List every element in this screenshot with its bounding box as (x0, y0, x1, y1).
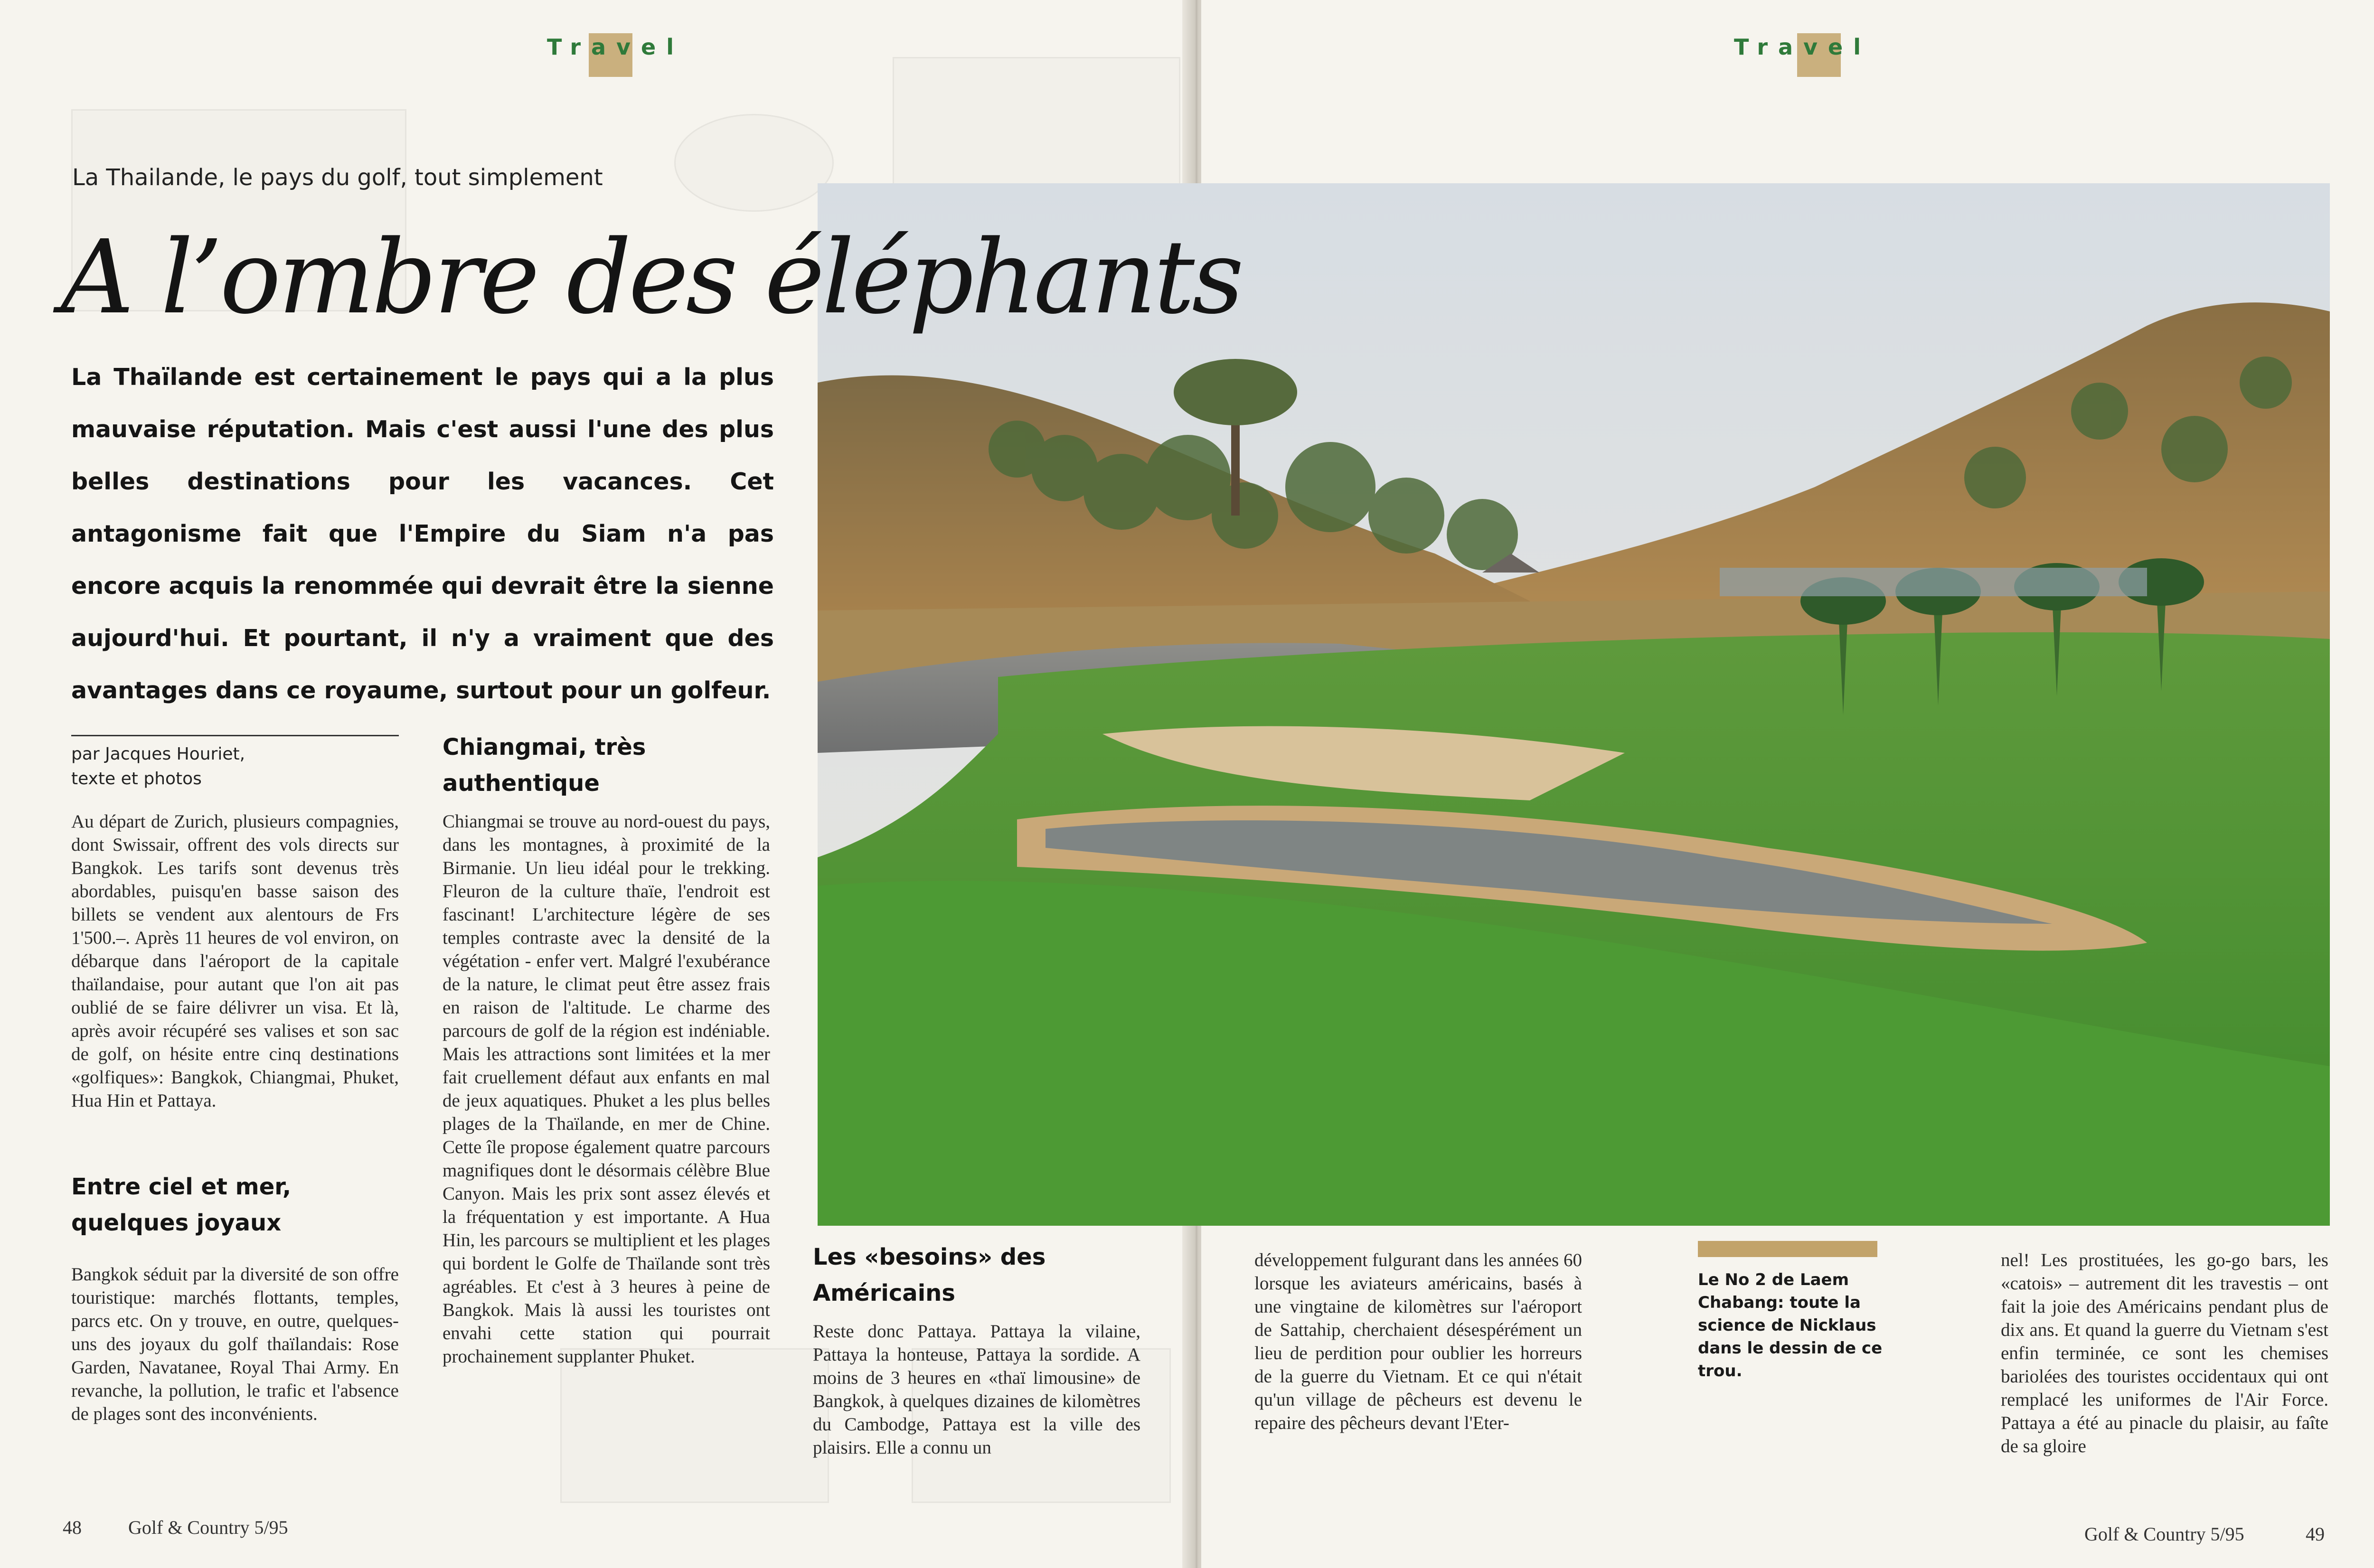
byline (71, 735, 399, 791)
column-3: Reste donc Pattaya. Pattaya la vilaine, Pattaya la honteuse, Pattaya la sordide. A moins de 3 heures en «thaï limousine» de Bangkok, à quelques dizaines de kilomètres du Cambodge, Pattaya est la ville des plaisirs. Elle a connu un (813, 1321, 1140, 1458)
column-1-paragraph-2: Bangkok séduit par la diversité de son offre touristique: marchés flottants, temples, parcs etc. On y trouve, en outre, quelques-uns des joyaux du golf thaïlandais: Rose Garden, Navatanee, Royal Thai Army. En revanche, la pollution, le trafic et l'absence de plages sont des inconvénients. (71, 1264, 399, 1424)
byline-author: par Jacques Houriet, (71, 744, 245, 764)
show-through-box-1 (560, 1348, 829, 1503)
left-folio: Golf & Country 5/95 (128, 1517, 288, 1538)
golf-course-photo (818, 183, 2330, 1226)
subhead-besoins: Les «besoins» des Américains (813, 1244, 1046, 1306)
caption-accent-bar (1698, 1241, 1877, 1257)
right-page-number: 49 (2306, 1523, 2325, 1545)
right-folio: Golf & Country 5/95 (2084, 1523, 2244, 1545)
photo-caption: Le No 2 de Laem Chabang: toute la science de Nicklaus dans le dessin de ce trou. (1698, 1270, 1883, 1380)
golf-course-illustration (818, 183, 2330, 1226)
subhead-entre-ciel: Entre ciel et mer, quelques joyaux (71, 1174, 292, 1236)
article-title: A l’ombre des éléphants (61, 218, 1242, 337)
article-lede: La Thaïlande est certainement le pays qui a la plus mauvaise réputation. Mais c'est aussi l'une des plus belles destinations pour les vacances. Cet antagonisme fait que l'Empire du Siam n'a pas encore acquis la renommée qui devrait être la sienne aujourd'hui. Et pourtant, il n'y a vraiment que des avantages dans ce royaume, surtout pour un golfeur. (71, 364, 774, 704)
column-4: développement fulgurant dans les années 60 lorsque les aviateurs américains, basés à une vingtaine de kilomètres sur l'aéroport de Sattahip, cherchaient désespérément un lieu de perdition pour oublier les horreurs de la guerre du Vietnam. Et ce qui n'était qu'un village de pêcheurs est devenu le repaire des pêcheurs devant l'Eter- (1254, 1250, 1582, 1433)
left-page-number: 48 (63, 1517, 82, 1538)
column-1-paragraph-1: Au départ de Zurich, plusieurs compagnies, dont Swissair, offrent des vols directs sur Bangkok. Les tarifs sont devenus très abordables, puisqu'en basse saison des billets se vendent aux alentours de Frs 1'500.–. Après 11 heures de vol environ, on débarque dans l'aéroport de la capitale thaïlandaise, pour autant que l'on ait pas oublié de se faire délivrer un visa. Et là, après avoir récupéré ses valises et son sac de golf, on hésite entre cinq destinations «golfiques»: Bangkok, Chiangmai, Phuket, Hua Hin et Pattaya. (71, 811, 399, 1111)
column-2: Chiangmai se trouve au nord-ouest du pays, dans les montagnes, à proximité de la Birmanie. Un lieu idéal pour le trekking. Fleuron de la culture thaïe, l'endroit est fascinant! L'architecture légère de ses temples contraste avec la densité de la végétation - enfer vert. Malgré l'exubérance de la nature, le climat peut être assez frais en raison de l'altitude. Le charme des parcours de golf de la région est indéniable. Mais les attractions sont limitées et la mer fait cruellement défaut aux enfants en mal de jeux aquatiques. Phuket a les plus belles plages de la Thaïlande, en mer de Chine. Cette île propose également quatre parcours magnifiques dont le désormais célèbre Blue Canyon. Mais les prix sont assez élevés et la fréquentation y est importante. A Hua Hin, les parcours se multiplient et les plages qui bordent le Golfe de Thaïlande sont très agréables. Et c'est à 3 heures à peine de Bangkok. Mais là aussi les touristes ont envahi cette station qui pourrait prochainement supplanter Phuket. (443, 811, 770, 1367)
article-kicker: La Thailande, le pays du golf, tout simplement (72, 164, 603, 191)
section-label-right: Travel (1734, 34, 1872, 60)
section-label: Travel (547, 34, 685, 60)
byline-credit: texte et photos (71, 769, 202, 789)
show-through-ball (674, 114, 834, 212)
column-5: nel! Les prostituées, les go-go bars, les «catois» – autrement dit les travestis – ont fait la joie des Américains pendant plus de dix ans. Et quand la guerre du Vietnam s'est enfin terminée, ce sont les chemises bariolées des touristes occidentaux qui ont remplacé les uniformes de l'Air Force. Pattaya a été au pinacle du plaisir, au faîte de sa gloire (2001, 1250, 2328, 1456)
subhead-chiangmai: Chiangmai, très authentique (443, 734, 646, 797)
